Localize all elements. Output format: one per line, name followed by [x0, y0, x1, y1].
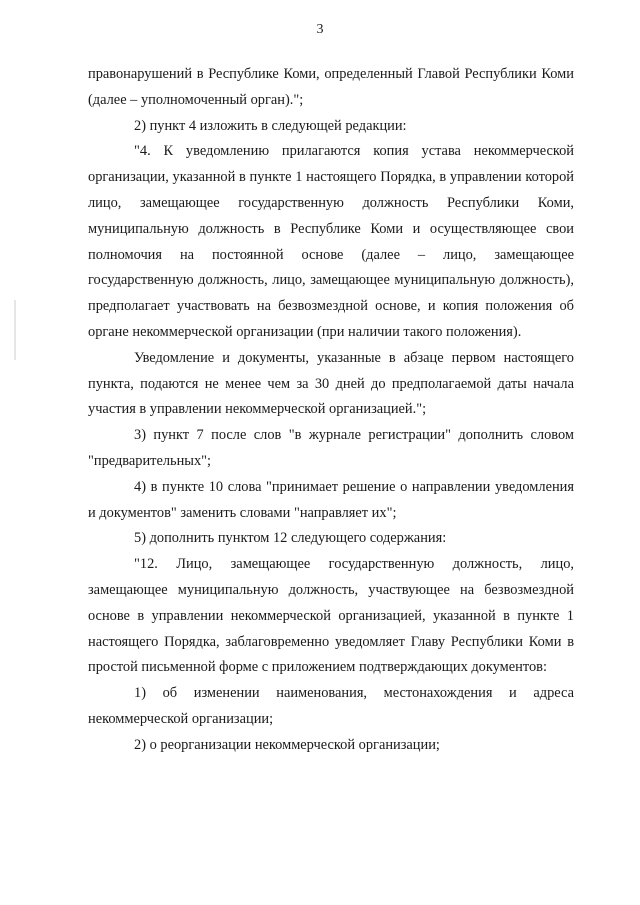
paragraph-point-12-text: "12. Лицо, замещающее государственную должность, лицо, замещающее муниципальную должность, участвующее на безвозмездной основе в управлении некоммерческой организацией, указанной в пункте 1 настоящего Порядка, заблаговременно уведомляет Главу Республики Коми в простой письменной форме с приложением подтверждающих документов:: [88, 556, 574, 676]
document-body: [88, 62, 574, 759]
paragraph-item-5: 5) дополнить пунктом 12 следующего содержания:: [134, 530, 447, 547]
page-number: 3: [316, 22, 324, 37]
paragraph-item-3: 3) пункт 7 после слов "в журнале регистрации" дополнить словом "предварительных";: [88, 427, 574, 469]
paragraph-item-2: 2) пункт 4 изложить в следующей редакции:: [134, 117, 407, 134]
paragraph-notification-deadline: Уведомление и документы, указанные в абзаце первом настоящего пункта, подаются не менее чем за 30 дней до предполагаемой даты начала участия в управлении некоммерческой организацией.";: [88, 349, 574, 418]
paragraph-subitem-1: 1) об изменении наименования, местонахождения и адреса некоммерческой организации;: [88, 685, 574, 727]
paragraph-item-4: 4) в пункте 10 слова "принимает решение о направлении уведомления и документов" заменить словами "направляет их";: [88, 478, 574, 521]
paragraph-subitem-2: 2) о реорганизации некоммерческой организации;: [134, 736, 440, 753]
paragraph-point-4-text: "4. К уведомлению прилагаются копия устава некоммерческой организации, указанной в пункте 1 настоящего Порядка, в управлении которой лицо, замещающее государственную должность Республики Коми, муниципальную должность в Республике Коми и осуществляющее свои полномочия на постоянной основе (далее – лицо, замещающее государственную должность, лицо, замещающее муниципальную должность), предполагает участвовать на безвозмездной основе, и копия положения об органе некоммерческой организации (при наличии такого положения).: [88, 143, 574, 340]
paragraph-continuation: правонарушений в Республике Коми, определенный Главой Республики Коми (далее – уполномоченный орган).";: [88, 66, 574, 108]
scan-margin-mark: [14, 300, 16, 360]
